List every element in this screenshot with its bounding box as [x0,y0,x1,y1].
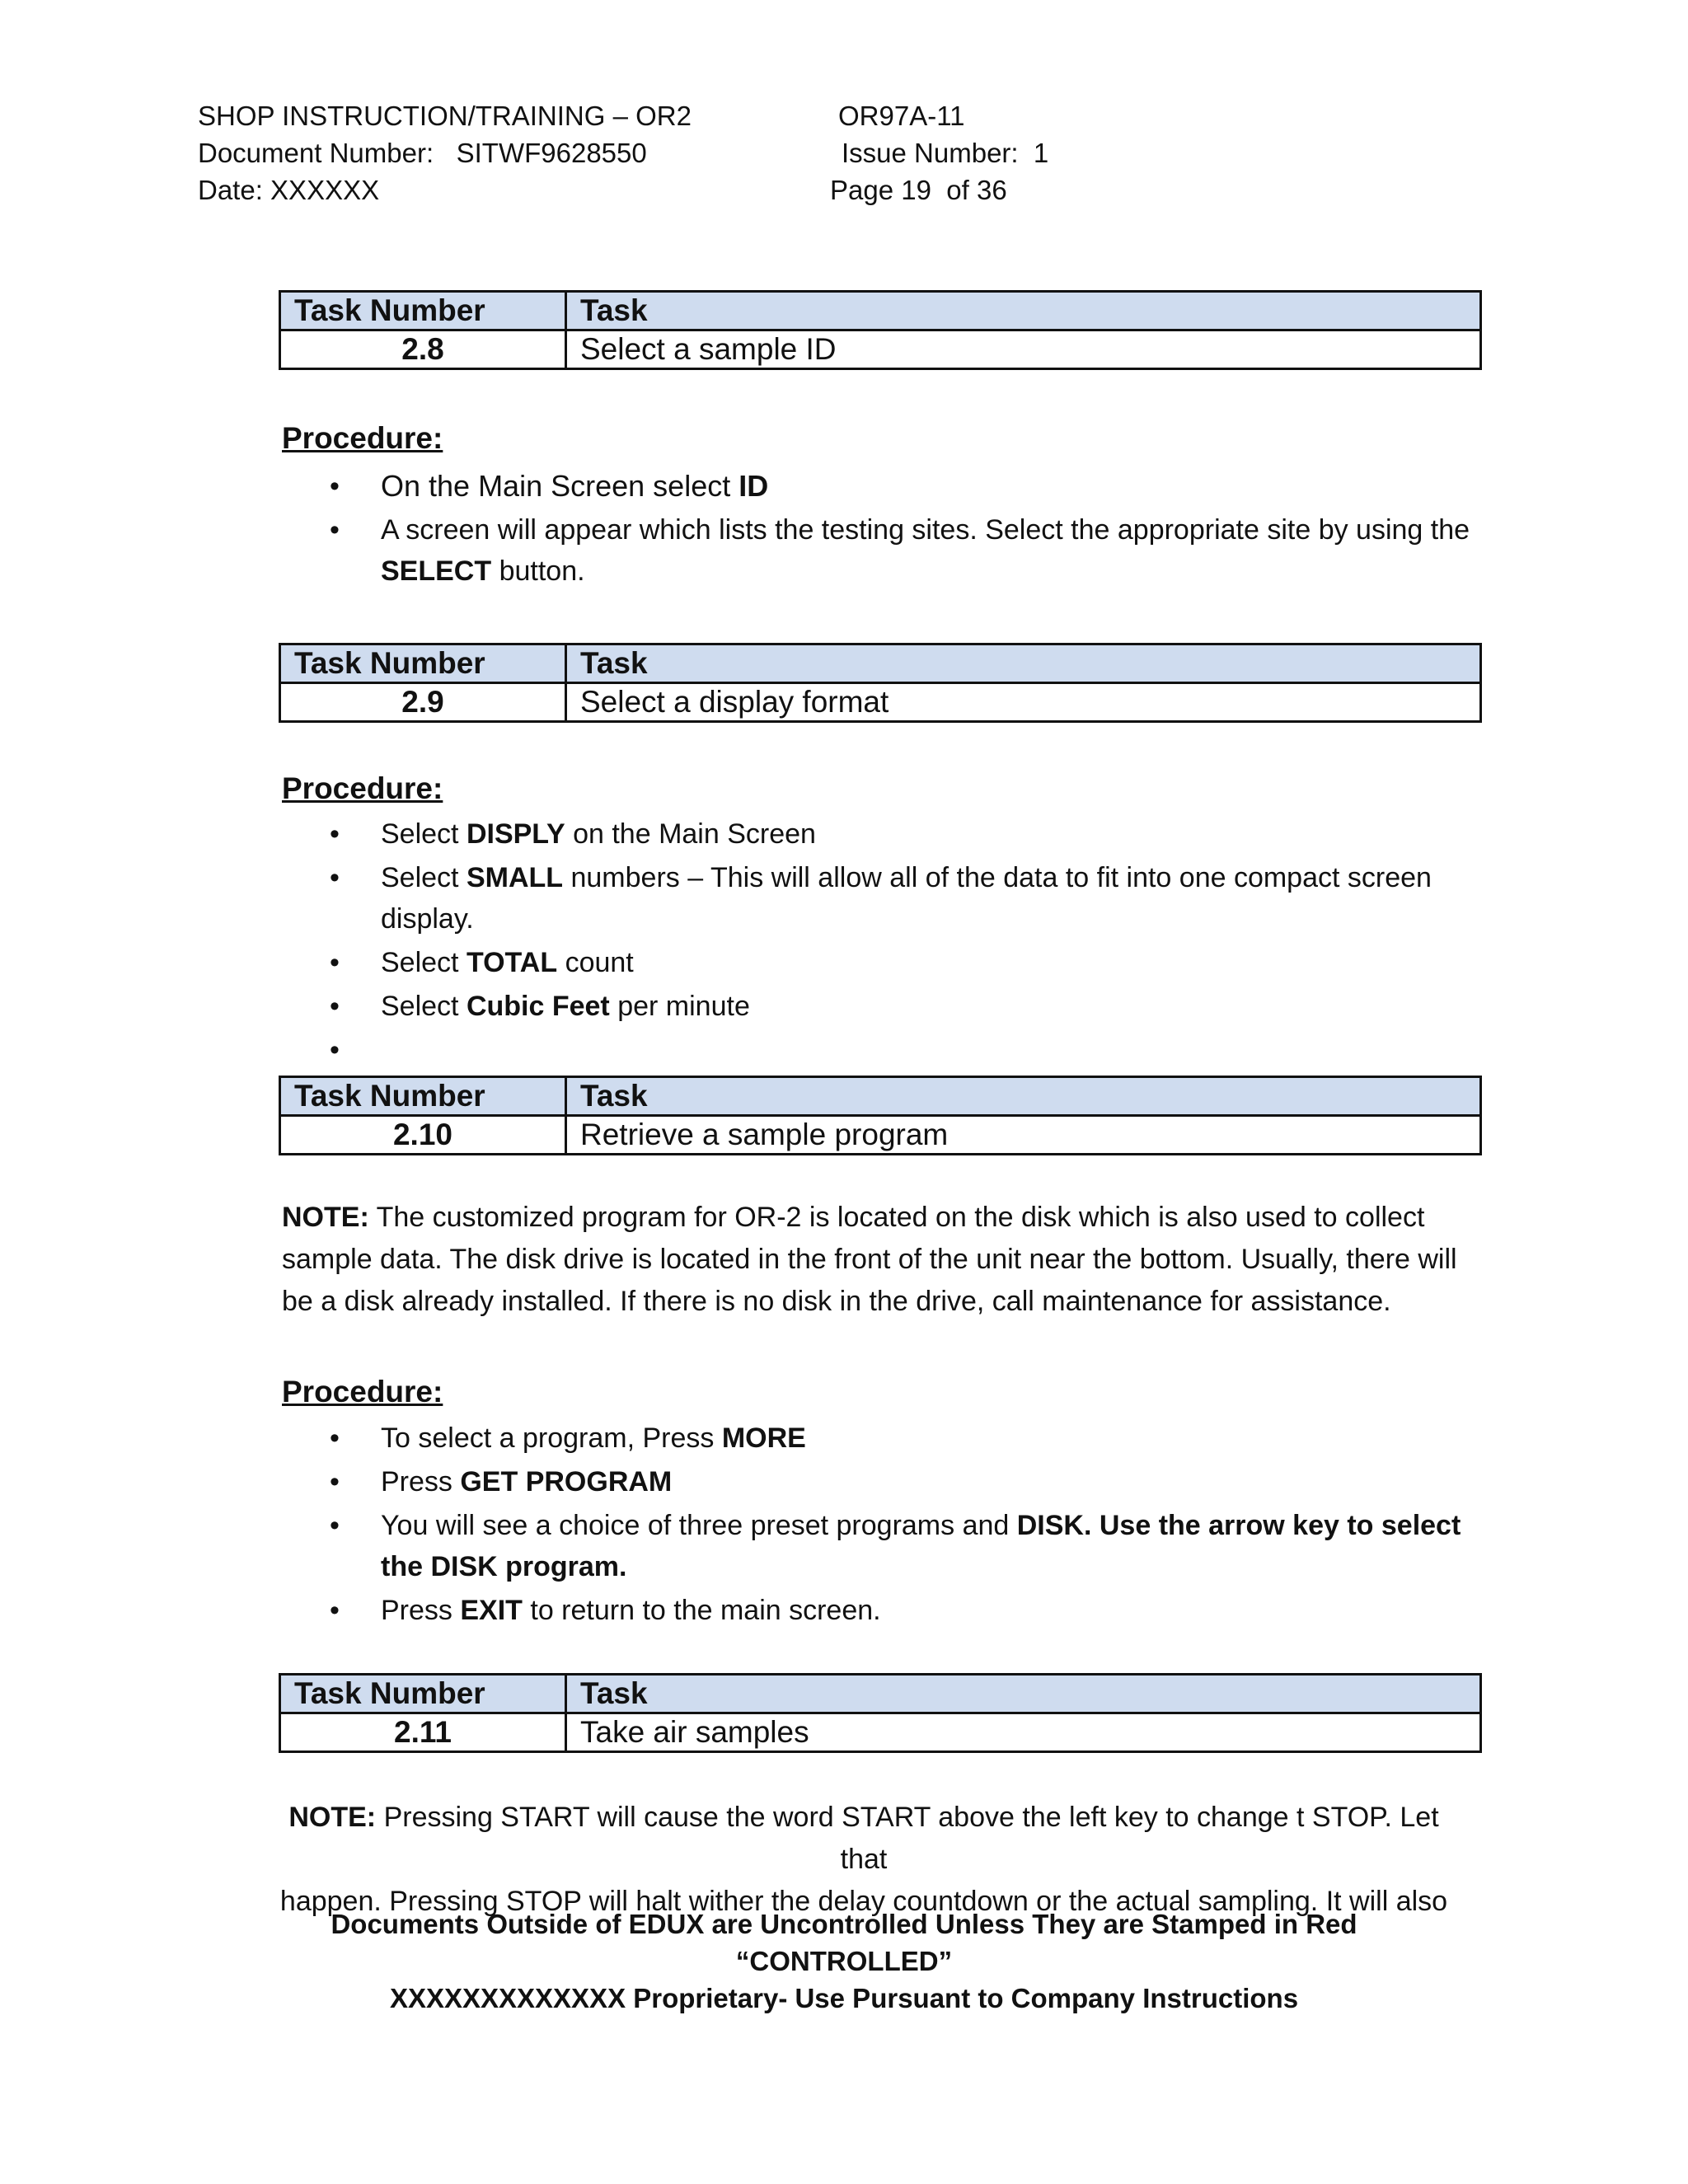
footer-control-notice: Documents Outside of EDUX are Uncontrolled Unless They are Stamped in Red [331,1909,1357,1939]
instruction-code: OR97A-11 [838,101,965,131]
footer-controlled: “CONTROLLED” [735,1946,953,1976]
task-table-2-10 [279,1076,1482,1155]
footer-proprietary: XXXXXXXXXXXXX Proprietary- Use Pursuant to Company Instructions [389,1983,1299,2013]
task-table-2-8 [279,290,1482,370]
note-label: NOTE: [288,1802,377,1833]
task-header: Task [566,292,1481,330]
task-number-header: Task Number [280,1675,566,1713]
task-table-2-11 [279,1673,1482,1753]
document-footer [0,1905,1688,2017]
procedure-heading: Procedure: [282,421,443,455]
task-name: Select a sample ID [566,330,1481,369]
task-table-2-9 [279,643,1482,723]
note-label: NOTE: [282,1202,369,1233]
document-number: Document Number: SITWF9628550 [198,138,647,168]
task-number-header: Task Number [280,644,566,683]
task-name: Take air samples [566,1713,1481,1752]
list-item: • To select a program, Press MORE [330,1418,1484,1459]
task-number: 2.9 [280,683,566,722]
task-header: Task [566,1675,1481,1713]
document-header [198,97,1187,209]
list-item: • A screen will appear which lists the testing sites. Select the appropriate site by using the SELECT button. [330,509,1484,592]
task-number: 2.11 [280,1713,566,1752]
list-item: • You will see a choice of three preset programs and DISK. Use the arrow key to select the DISK program. [330,1505,1484,1587]
list-item: • Select SMALL numbers – This will allow all of the data to fit into one compact screen display. [330,857,1484,940]
procedure-list-2-10 [330,1418,1484,1633]
task-number-header: Task Number [280,292,566,330]
note-text-line2: happen. Pressing STOP will halt wither the delay countdown or the actual sampling. It will also [279,1886,1448,1917]
procedure-heading: Procedure: [282,1375,443,1408]
note-2-10 [282,1197,1482,1323]
page-number: Page 19 of 36 [830,175,1007,205]
list-item: • Select DISPLY on the Main Screen [330,813,1484,855]
shop-instruction-title: SHOP INSTRUCTION/TRAINING – OR2 [198,101,692,131]
note-text-line1: Pressing START will cause the word START above the left key to change t STOP. Let that [376,1802,1439,1875]
list-item: • Select Cubic Feet per minute [330,986,1484,1027]
note-2-11 [262,1797,1465,1923]
list-item: • Select TOTAL count [330,942,1484,983]
task-header: Task [566,1077,1481,1116]
list-item: • Press GET PROGRAM [330,1461,1484,1502]
task-name: Select a display format [566,683,1481,722]
procedure-list-2-9 [330,813,1484,1029]
task-number-header: Task Number [280,1077,566,1116]
document-date: Date: XXXXXX [198,175,380,205]
list-item: • Press EXIT to return to the main screen. [330,1590,1484,1631]
procedure-list-2-8 [330,466,1484,594]
task-number: 2.10 [280,1116,566,1155]
note-text: The customized program for OR-2 is located on the disk which is also used to collect sample data. The disk drive is located in the front of the unit near the bottom. Usually, there will be a disk already installed. If there is no disk in the drive, call maintenance for assistance. [282,1202,1457,1317]
task-header: Task [566,644,1481,683]
procedure-heading: Procedure: [282,771,443,805]
list-item: • On the Main Screen select ID [330,466,1484,507]
issue-number: Issue Number: 1 [842,138,1049,168]
task-number: 2.8 [280,330,566,369]
task-name: Retrieve a sample program [566,1116,1481,1155]
